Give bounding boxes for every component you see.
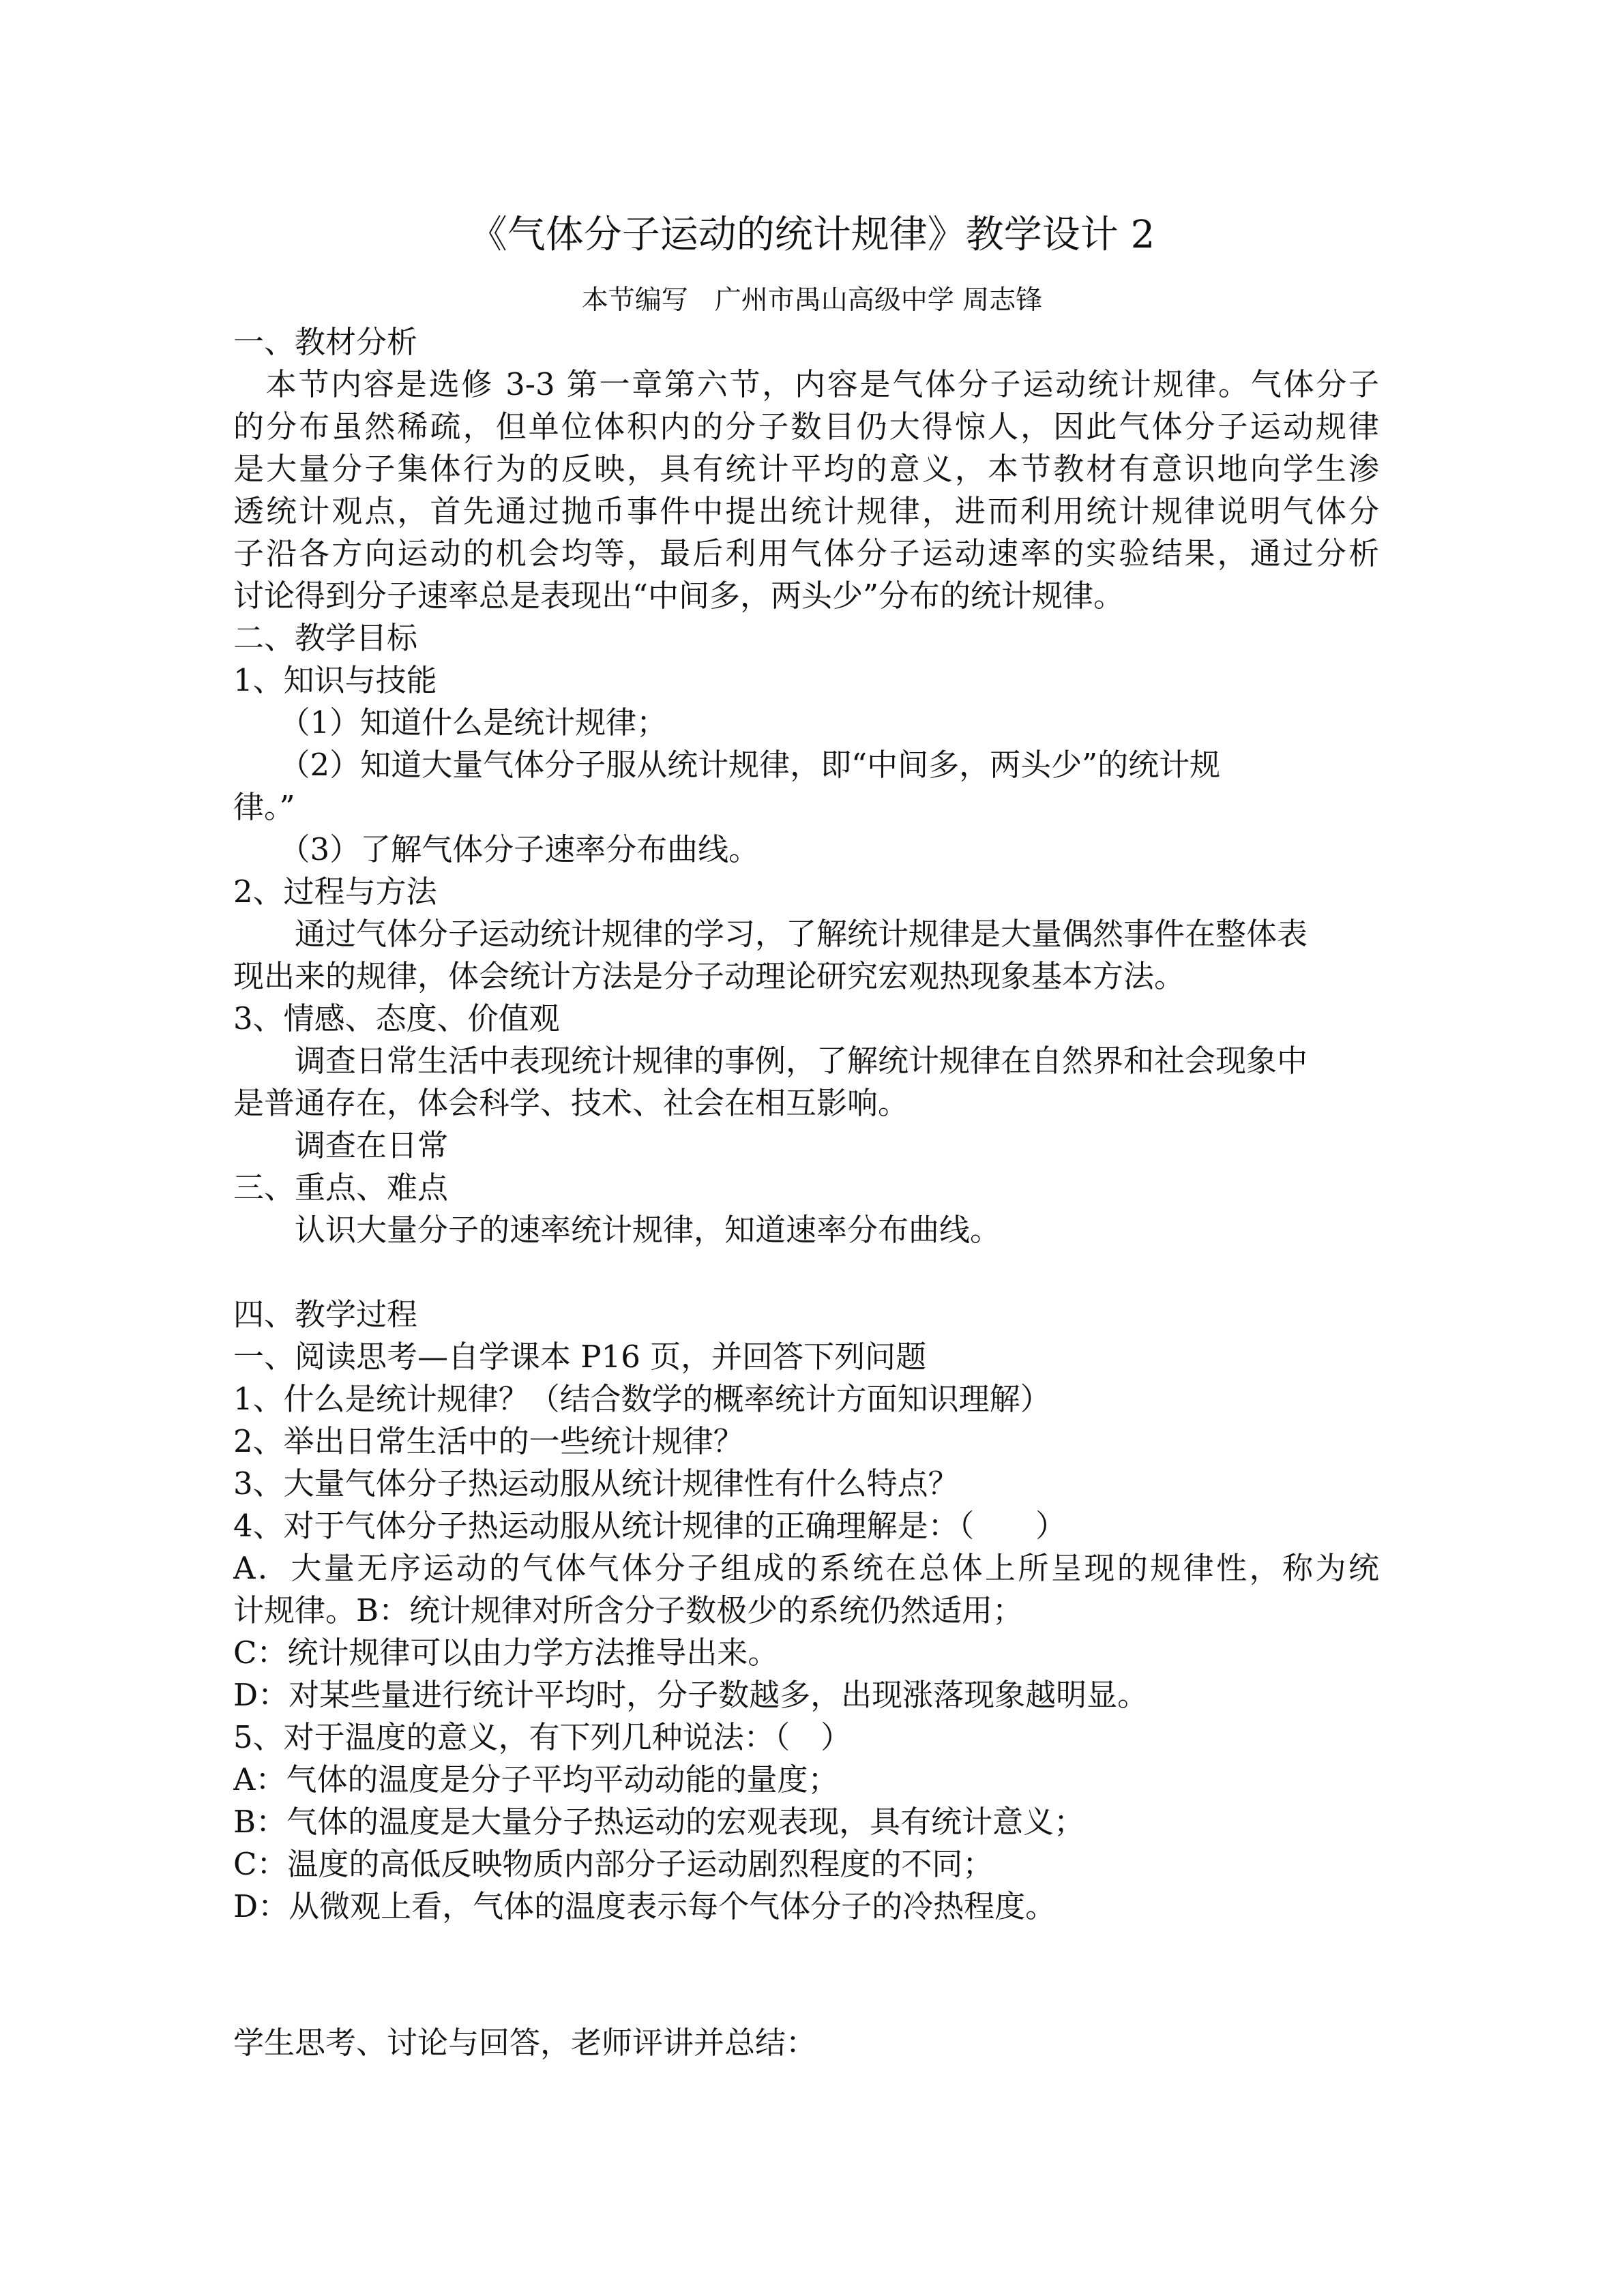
paragraph-line: 子沿各方向运动的机会均等，最后利用气体分子运动速率的实验结果，通过分析	[233, 535, 1379, 571]
section-heading: 四、教学过程	[233, 1296, 418, 1332]
paragraph-line: 是大量分子集体行为的反映，具有统计平均的意义，本节教材有意识地向学生渗	[233, 451, 1379, 487]
list-item-continued: 律。”	[233, 789, 295, 825]
answer-option: D：从微观上看，气体的温度表示每个气体分子的冷热程度。	[233, 1888, 1057, 1924]
list-item: （3）了解气体分子速率分布曲线。	[233, 831, 760, 867]
question-item: 5、对于温度的意义，有下列几种说法：（ ）	[233, 1719, 852, 1755]
paragraph-line: 认识大量分子的速率统计规律，知道速率分布曲线。	[233, 1212, 1001, 1248]
answer-option: B：气体的温度是大量分子热运动的宏观表现，具有统计意义；	[233, 1804, 1085, 1840]
paragraph-line: 学生思考、讨论与回答，老师评讲并总结：	[233, 2025, 817, 2061]
section-heading: 二、教学目标	[233, 620, 418, 656]
answer-option: C：温度的高低反映物质内部分子运动剧烈程度的不同；	[233, 1846, 994, 1882]
paragraph-line: 调查日常生活中表现统计规律的事例，了解统计规律在自然界和社会现象中	[233, 1043, 1308, 1079]
answer-option: C：统计规律可以由力学方法推导出来。	[233, 1635, 779, 1671]
question-item: 3、大量气体分子热运动服从统计规律性有什么特点？	[233, 1465, 959, 1502]
author-byline: 本节编写 广州市禺山高级中学 周志锋	[581, 285, 1043, 316]
paragraph-line: 是普通存在，体会科学、技术、社会在相互影响。	[233, 1085, 909, 1121]
paragraph-line: 调查在日常	[233, 1127, 449, 1163]
paragraph-line: 通过气体分子运动统计规律的学习，了解统计规律是大量偶然事件在整体表	[233, 916, 1308, 952]
paragraph-line: 透统计观点，首先通过抛币事件中提出统计规律，进而利用统计规律说明气体分	[233, 493, 1379, 529]
list-item: （2）知道大量气体分子服从统计规律，即“中间多，两头少”的统计规	[233, 747, 1221, 783]
answer-option: A．大量无序运动的气体气体分子组成的系统在总体上所呈现的规律性，称为统	[233, 1550, 1379, 1586]
subsection-heading: 1、知识与技能	[233, 662, 437, 698]
document-title: 《气体分子运动的统计规律》教学设计 2	[469, 213, 1155, 257]
subsection-heading: 3、情感、态度、价值观	[233, 1000, 560, 1037]
answer-option: A：气体的温度是分子平均平动动能的量度；	[233, 1761, 839, 1798]
subsection-heading: 2、过程与方法	[233, 874, 437, 910]
subsection-heading: 一、阅读思考—自学课本 P16 页，并回答下列问题	[233, 1339, 927, 1375]
paragraph-line: 的分布虽然稀疏，但单位体积内的分子数目仍大得惊人，因此气体分子运动规律	[233, 408, 1379, 445]
list-item: （1）知道什么是统计规律；	[233, 704, 668, 741]
question-item: 1、什么是统计规律？（结合数学的概率统计方面知识理解）	[233, 1381, 1051, 1417]
paragraph-line: 本节内容是选修 3-3 第一章第六节，内容是气体分子运动统计规律。气体分子	[233, 366, 1379, 402]
paragraph-line: 讨论得到分子速率总是表现出“中间多，两头少”分布的统计规律。	[233, 578, 1125, 614]
answer-option: D：对某些量进行统计平均时，分子数越多，出现涨落现象越明显。	[233, 1677, 1149, 1713]
paragraph-line: 现出来的规律，体会统计方法是分子动理论研究宏观热现象基本方法。	[233, 958, 1185, 994]
section-heading: 一、教材分析	[233, 324, 418, 360]
question-item: 4、对于气体分子热运动服从统计规律的正确理解是：（ ）	[233, 1508, 1067, 1544]
answer-option: 计规律。B：统计规律对所含分子数极少的系统仍然适用；	[233, 1592, 1024, 1628]
question-item: 2、举出日常生活中的一些统计规律？	[233, 1423, 744, 1459]
section-heading: 三、重点、难点	[233, 1169, 449, 1206]
